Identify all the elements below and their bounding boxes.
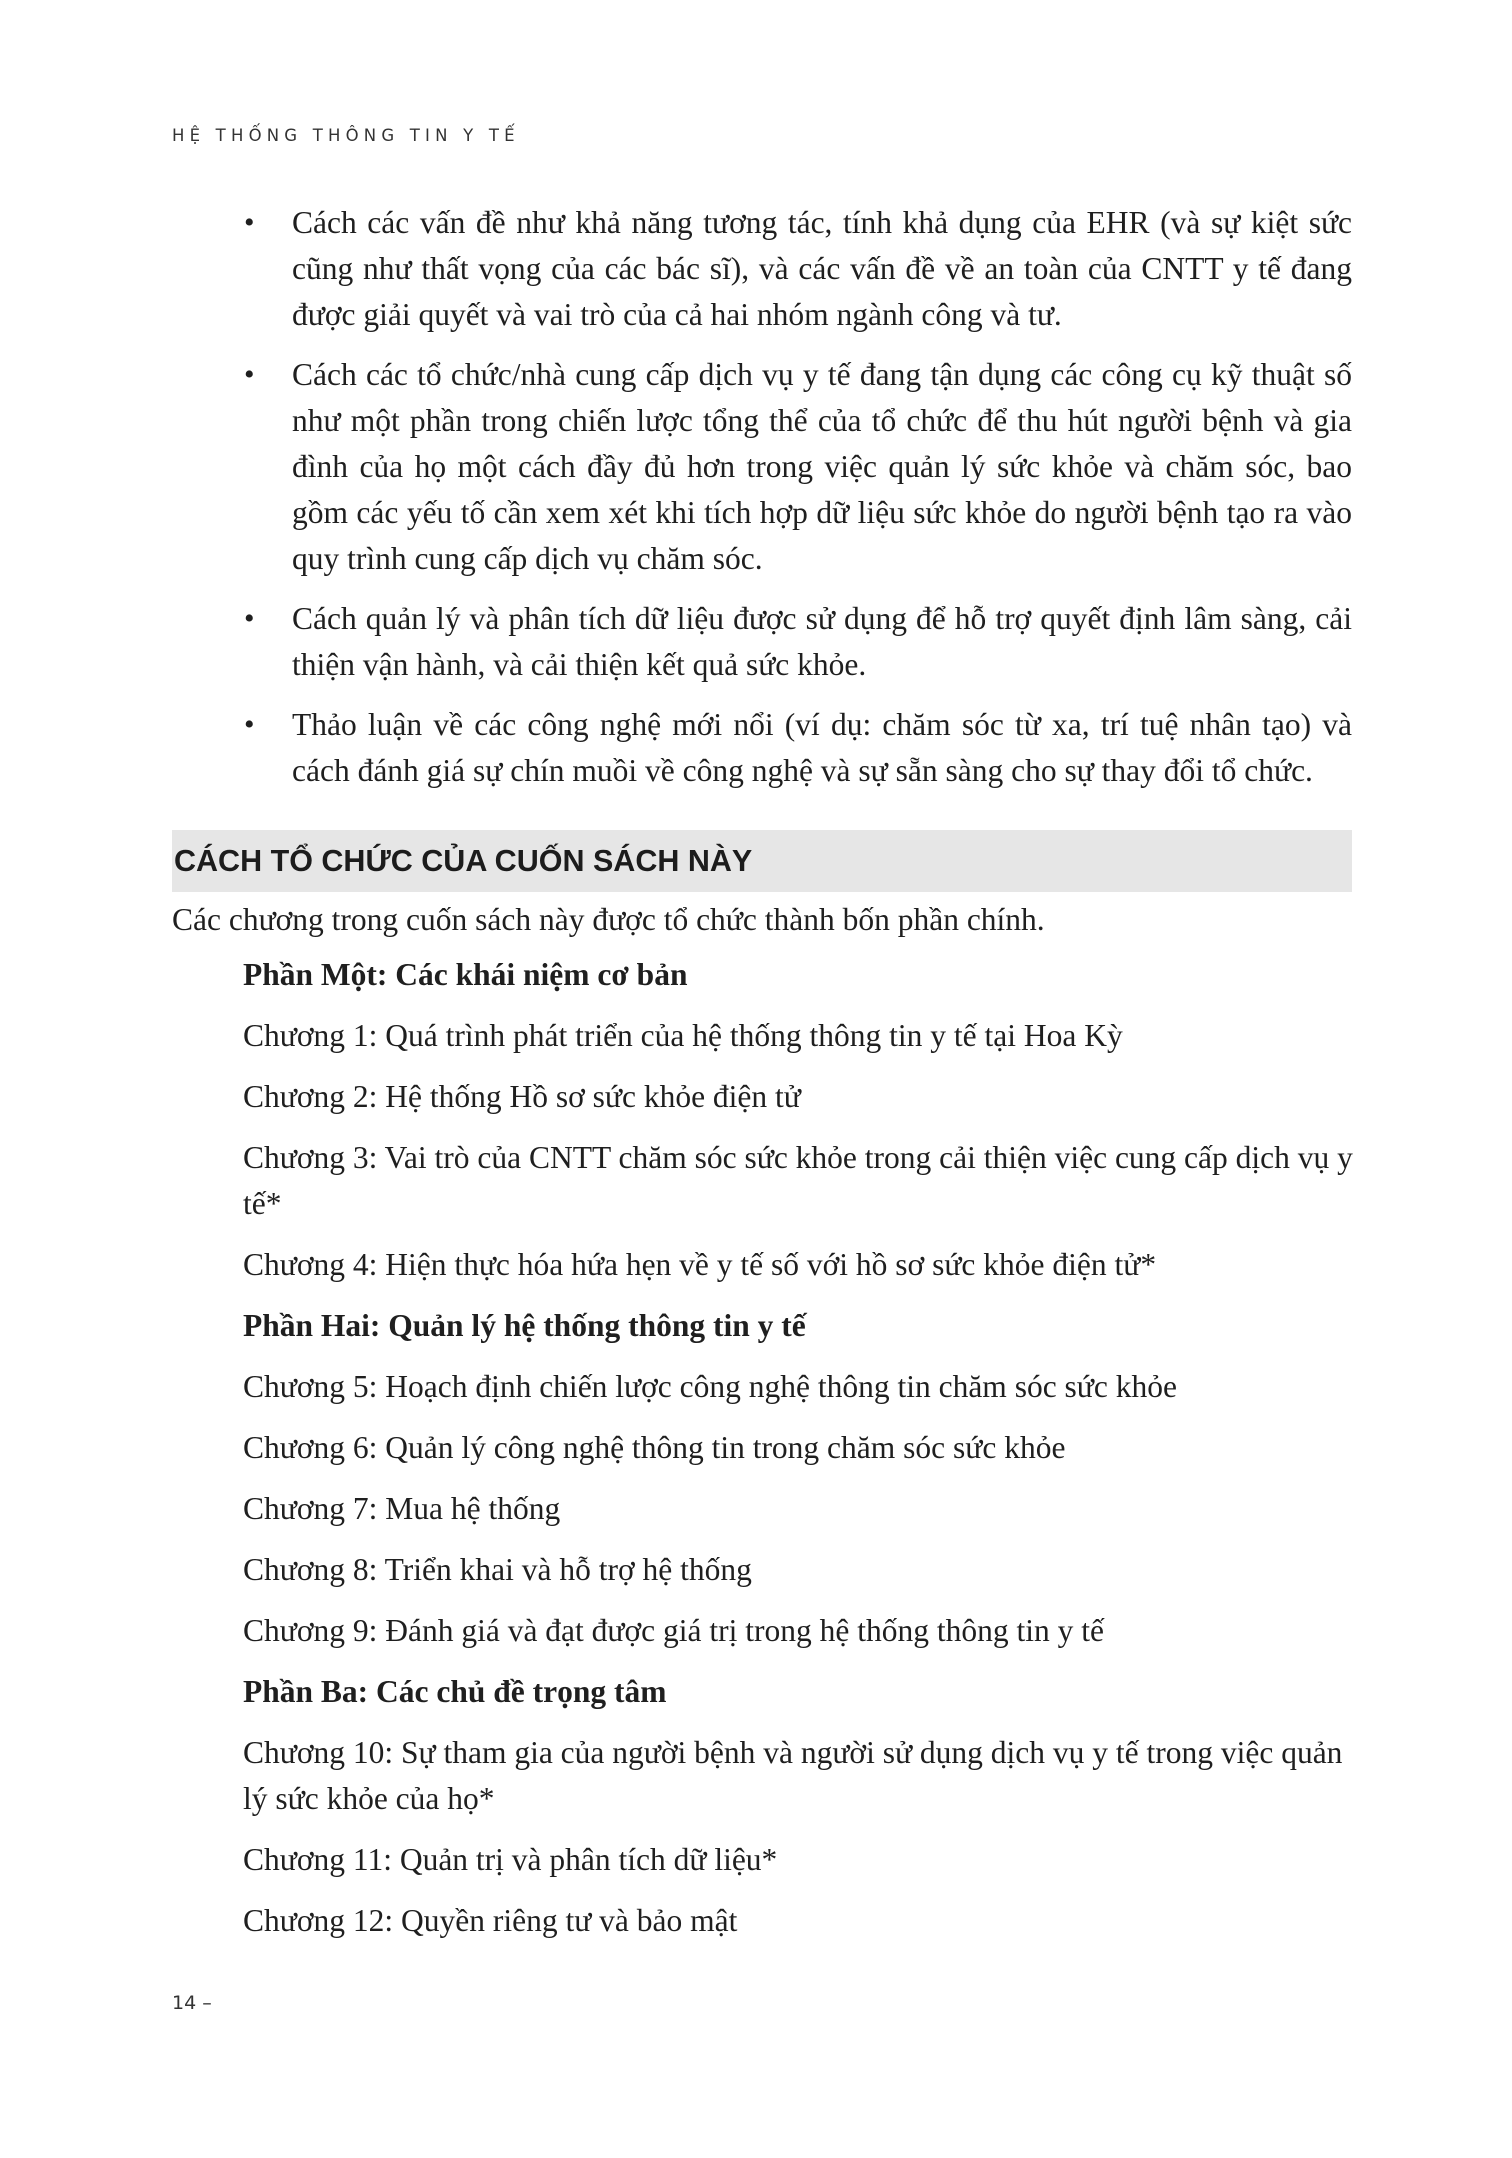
section-intro: Các chương trong cuốn sách này được tổ chức thành bốn phần chính. [172,902,1045,937]
chapter-entry: Chương 4: Hiện thực hóa hứa hẹn về y tế số với hồ sơ sức khỏe điện tử* [243,1247,1157,1282]
chapter-entry: Chương 8: Triển khai và hỗ trợ hệ thống [243,1552,752,1587]
bullet-item [232,596,1352,688]
bullet-symbol: • [244,358,255,391]
part-heading: Phần Ba: Các chủ đề trọng tâm [243,1674,667,1709]
chapter-entry: Chương 3: Vai trò của CNTT chăm sóc sức khỏe trong cải thiện việc cung cấp dịch vụ y tế* [243,1140,1353,1221]
chapter-entry: Chương 2: Hệ thống Hồ sơ sức khỏe điện tử [243,1079,801,1114]
bullet-text: Cách quản lý và phân tích dữ liệu được sử dụng để hỗ trợ quyết định lâm sàng, cải thiện vận hành, và cải thiện kết quả sức khỏe. [292,601,1352,682]
bullet-list [232,200,1352,808]
chapter-entry: Chương 9: Đánh giá và đạt được giá trị trong hệ thống thông tin y tế [243,1613,1104,1648]
chapter-entry: Chương 7: Mua hệ thống [243,1491,561,1526]
bullet-text: Thảo luận về các công nghệ mới nổi (ví dụ: chăm sóc từ xa, trí tuệ nhân tạo) và cách đánh giá sự chín muồi về công nghệ và sự sẵn sàng cho sự thay đổi tổ chức. [292,707,1352,788]
running-header: HỆ THỐNG THÔNG TIN Y TẾ [172,126,520,145]
chapter-entry: Chương 1: Quá trình phát triển của hệ thống thông tin y tế tại Hoa Kỳ [243,1018,1123,1053]
chapter-entry: Chương 6: Quản lý công nghệ thông tin trong chăm sóc sức khỏe [243,1430,1066,1465]
chapter-entry: Chương 5: Hoạch định chiến lược công nghệ thông tin chăm sóc sức khỏe [243,1369,1177,1404]
chapter-entry: Chương 10: Sự tham gia của người bệnh và người sử dụng dịch vụ y tế trong việc quản lý sức khỏe của họ* [243,1735,1343,1816]
bullet-symbol: • [244,602,255,635]
bullet-symbol: • [244,206,255,239]
bullet-text: Cách các tổ chức/nhà cung cấp dịch vụ y tế đang tận dụng các công cụ kỹ thuật số như một phần trong chiến lược tổng thể của tổ chức để thu hút người bệnh và gia đình của họ một cách đầy đủ hơn trong việc quản lý sức khỏe và chăm sóc, bao gồm các yếu tố cần xem xét khi tích hợp dữ liệu sức khỏe do người bệnh tạo ra vào quy trình cung cấp dịch vụ chăm sóc. [292,357,1352,576]
bullet-item [232,702,1352,794]
chapter-entry: Chương 11: Quản trị và phân tích dữ liệu* [243,1842,778,1877]
part-heading: Phần Hai: Quản lý hệ thống thông tin y tế [243,1308,806,1343]
bullet-item [232,352,1352,582]
bullet-symbol: • [244,708,255,741]
section-heading-band [172,830,1352,892]
bullet-text: Cách các vấn đề như khả năng tương tác, tính khả dụng của EHR (và sự kiệt sức cũng như thất vọng của các bác sĩ), và các vấn đề về an toàn của CNTT y tế đang được giải quyết và vai trò của cả hai nhóm ngành công và tư. [292,205,1352,332]
section-title: CÁCH TỔ CHỨC CỦA CUỐN SÁCH NÀY [174,844,753,878]
chapter-entry: Chương 12: Quyền riêng tư và bảo mật [243,1903,738,1938]
part-heading: Phần Một: Các khái niệm cơ bản [243,957,688,992]
chapter-list [243,952,1353,1959]
page-number: 14 – [172,1992,212,2014]
bullet-item [232,200,1352,338]
